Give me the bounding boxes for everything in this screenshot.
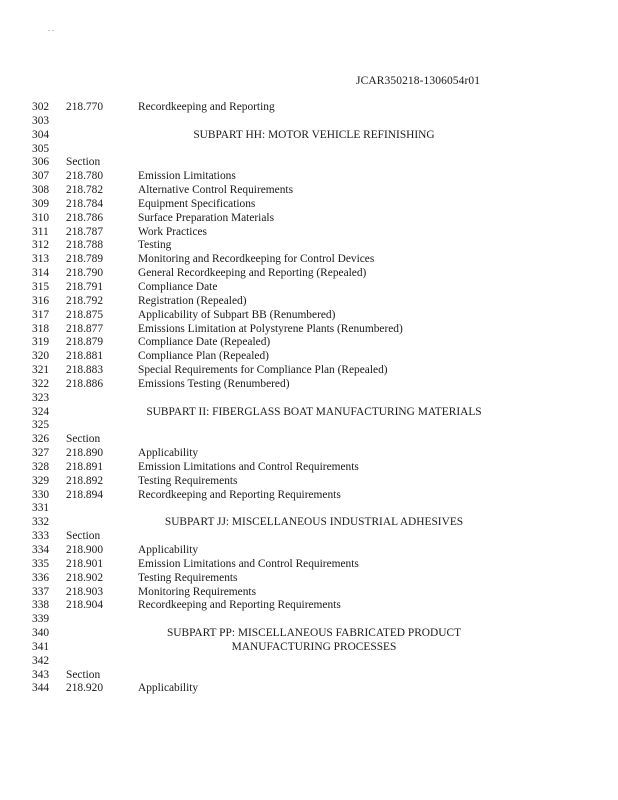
section-number: 218.782 [66, 184, 104, 197]
subpart-heading: MANUFACTURING PROCESSES [231, 640, 397, 653]
section-title: Emission Limitations and Control Requirements [138, 460, 359, 473]
line-number: 303 [32, 114, 50, 127]
section-number: 218.920 [66, 682, 104, 695]
text-line [0, 323, 618, 337]
section-title: Alternative Control Requirements [138, 184, 294, 197]
section-title: Emissions Limitation at Polystyrene Plants (Renumbered) [138, 322, 403, 335]
line-number: 302 [32, 101, 50, 113]
section-title: Equipment Specifications [138, 197, 256, 210]
text-line [0, 378, 618, 392]
section-title: Compliance Date [138, 280, 218, 293]
line-number: 325 [32, 419, 50, 432]
line-number: 319 [32, 336, 50, 349]
line-number: 342 [32, 654, 50, 667]
line-number: 335 [32, 557, 50, 570]
section-title: Work Practices [138, 225, 207, 238]
section-number: 218.894 [66, 488, 104, 501]
subpart-heading-row [0, 627, 618, 641]
line-number: 311 [32, 225, 49, 238]
subpart-heading: SUBPART II: FIBERGLASS BOAT MANUFACTURING MATERIALS [146, 405, 482, 418]
text-line [0, 447, 618, 461]
subpart-heading-row [0, 129, 618, 143]
line-number: 332 [32, 516, 50, 529]
text-line [0, 502, 618, 516]
corner-marks: . . [48, 24, 54, 33]
text-line [0, 682, 618, 696]
line-number: 308 [32, 184, 50, 197]
line-number: 334 [32, 544, 50, 556]
section-number: 218.879 [66, 336, 104, 349]
line-number: 317 [32, 308, 50, 321]
text-line [0, 530, 618, 544]
line-number: 344 [32, 682, 50, 695]
section-number: 218.891 [66, 460, 104, 473]
text-line [0, 212, 618, 226]
text-line [0, 143, 618, 157]
text-line [0, 281, 618, 295]
section-number: 218.883 [66, 364, 104, 377]
text-line [0, 475, 618, 489]
section-number: 218.788 [66, 239, 104, 252]
section-title: Applicability of Subpart BB (Renumbered) [138, 308, 336, 321]
text-line [0, 613, 618, 627]
text-line [0, 115, 618, 129]
line-number: 343 [32, 668, 50, 681]
section-number: 218.892 [66, 474, 104, 487]
section-title: Testing [138, 239, 172, 252]
line-number: 341 [32, 640, 50, 653]
line-number: 329 [32, 474, 50, 487]
text-line [0, 544, 618, 558]
line-number: 338 [32, 599, 50, 612]
line-number: 321 [32, 364, 50, 377]
subpart-heading: SUBPART HH: MOTOR VEHICLE REFINISHING [193, 128, 435, 141]
line-number: 323 [32, 391, 50, 404]
line-number: 324 [32, 405, 50, 418]
section-number: 218.902 [66, 571, 104, 584]
section-title: Applicability [138, 682, 199, 695]
section-title: Monitoring and Recordkeeping for Control Devices [138, 253, 375, 266]
section-title: Applicability [138, 447, 199, 460]
text-line [0, 295, 618, 309]
section-title: General Recordkeeping and Reporting (Repealed) [138, 267, 367, 280]
text-line [0, 558, 618, 572]
section-number: 218.881 [66, 350, 104, 363]
section-title: Emissions Testing (Renumbered) [138, 377, 290, 390]
text-line [0, 586, 618, 600]
text-line [0, 489, 618, 503]
section-column-label: Section [66, 156, 101, 169]
text-line [0, 433, 618, 447]
line-number: 331 [32, 502, 50, 515]
subpart-heading: SUBPART JJ: MISCELLANEOUS INDUSTRIAL ADHESIVES [164, 516, 464, 529]
text-line [0, 461, 618, 475]
text-line [0, 350, 618, 364]
line-number: 304 [32, 128, 50, 141]
line-number: 312 [32, 239, 50, 252]
section-number: 218.903 [66, 585, 104, 598]
line-number: 339 [32, 613, 50, 626]
section-number: 218.904 [66, 599, 104, 612]
text-line [0, 655, 618, 669]
section-number: 218.789 [66, 253, 104, 266]
text-line [0, 184, 618, 198]
text-line [0, 669, 618, 683]
line-number: 306 [32, 156, 50, 169]
subpart-heading-row [0, 641, 618, 655]
text-line [0, 572, 618, 586]
text-line [0, 170, 618, 184]
section-number: 218.780 [66, 170, 104, 183]
text-line [0, 336, 618, 350]
section-column-label: Section [66, 530, 101, 543]
section-number: 218.787 [66, 225, 104, 238]
line-number: 336 [32, 571, 50, 584]
line-number: 337 [32, 585, 50, 598]
text-line [0, 253, 618, 267]
section-number: 218.770 [66, 101, 104, 113]
line-number: 318 [32, 322, 50, 335]
line-numbered-text [0, 101, 618, 696]
line-number: 310 [32, 211, 50, 224]
section-title: Compliance Plan (Repealed) [138, 350, 269, 363]
section-number: 218.784 [66, 197, 104, 210]
subpart-heading: SUBPART PP: MISCELLANEOUS FABRICATED PRODUCT [166, 627, 462, 640]
line-number: 316 [32, 294, 50, 307]
section-column-label: Section [66, 433, 101, 446]
subpart-heading-row [0, 406, 618, 420]
subpart-heading-row [0, 516, 618, 530]
section-title: Applicability [138, 544, 199, 556]
section-title: Testing Requirements [138, 571, 238, 584]
text-line [0, 309, 618, 323]
line-number: 327 [32, 447, 50, 460]
line-number: 322 [32, 377, 50, 390]
line-number: 333 [32, 530, 50, 543]
section-title: Recordkeeping and Reporting Requirements [138, 488, 341, 501]
text-line [0, 226, 618, 240]
section-number: 218.890 [66, 447, 104, 460]
section-number: 218.886 [66, 377, 104, 390]
text-line [0, 599, 618, 613]
document-id: JCAR350218-1306054r01 [356, 75, 481, 87]
section-number: 218.790 [66, 267, 104, 280]
line-number: 340 [32, 627, 50, 640]
line-number: 330 [32, 488, 50, 501]
section-title: Special Requirements for Compliance Plan (Repealed) [138, 364, 388, 377]
section-title: Testing Requirements [138, 474, 238, 487]
text-line [0, 156, 618, 170]
section-title: Recordkeeping and Reporting Requirements [138, 599, 341, 612]
section-title: Surface Preparation Materials [138, 211, 274, 224]
text-line [0, 267, 618, 281]
section-number: 218.792 [66, 294, 104, 307]
section-number: 218.786 [66, 211, 104, 224]
text-line [0, 419, 618, 433]
text-line [0, 101, 618, 115]
section-number: 218.791 [66, 280, 104, 293]
section-number: 218.877 [66, 322, 104, 335]
section-number: 218.875 [66, 308, 104, 321]
line-number: 326 [32, 433, 50, 446]
section-title: Compliance Date (Repealed) [138, 336, 271, 349]
line-number: 328 [32, 460, 50, 473]
line-number: 313 [32, 253, 50, 266]
text-line [0, 198, 618, 212]
line-number: 315 [32, 280, 50, 293]
section-title: Emission Limitations and Control Requirements [138, 557, 359, 570]
text-line [0, 364, 618, 378]
line-number: 314 [32, 267, 50, 280]
section-title: Emission Limitations [138, 170, 236, 183]
text-line [0, 392, 618, 406]
line-number: 309 [32, 197, 50, 210]
section-title: Recordkeeping and Reporting [138, 101, 275, 113]
line-number: 307 [32, 170, 50, 183]
section-title: Registration (Repealed) [138, 294, 247, 307]
section-number: 218.900 [66, 544, 104, 556]
line-number: 320 [32, 350, 50, 363]
text-line [0, 239, 618, 253]
section-number: 218.901 [66, 557, 104, 570]
line-number: 305 [32, 142, 50, 155]
section-column-label: Section [66, 668, 101, 681]
section-title: Monitoring Requirements [138, 585, 257, 598]
